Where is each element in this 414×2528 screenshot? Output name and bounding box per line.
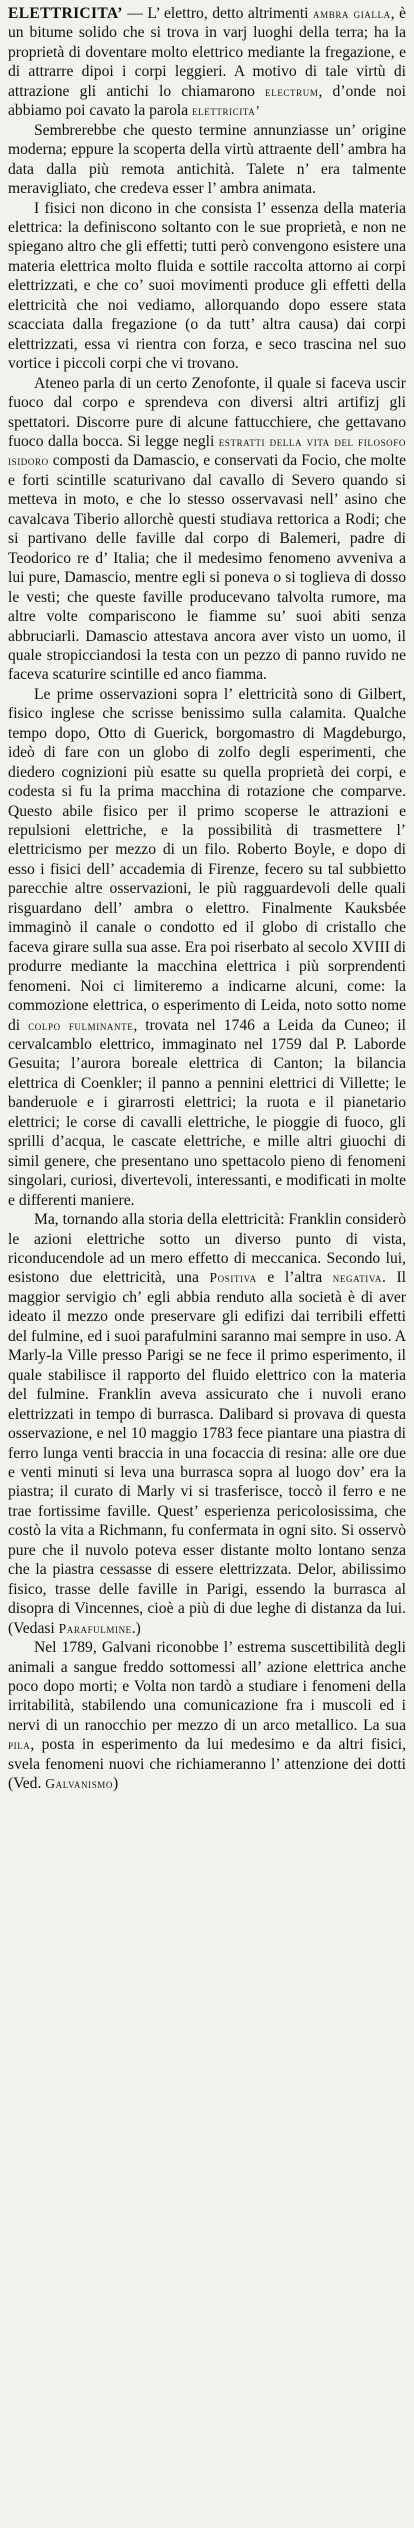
- text-run: . Il maggior servigio ch’ egli abbia renduto alla società è di aver ideato il mezzo onde preservare gli edifizi dai terribili effetti del fulmine, ed i suoi parafulmini saranno mai sempre in uso. A Marly-la Ville presso Parigi se ne fece il primo esperimento, il quale stabilisce il rapporto del fluido elettrico con la materia del fulmine. Franklin aveva assicurato che i nuvoli erano elettrizzati in tempo di burrasca. Dalibard si provava di questa osservazione, e nel 10 maggio 1783 fece piantare una piastra di ferro lunga venti braccia in una focaccia di resina: alle ore due e venti minuti si leva una burrasca sopra al luogo dov’ era la piastra; il curato di Marly vi si trasferisce, toccò il ferro e ne trae fortissime faville. Quest’ esperienza pericolosissima, che costò la vita a Richmann, fu confermata in ogni sito. Si osservò pure che il nuvolo poteva esser distante molto lontano senza che la piastra cessasse di essere elettrizzata. Delor, abilissimo fisico, trasse delle faville in Parigi, essendo la burrasca al disopra di Vincennes, cioè a più di due leghe di distanza da lui. (Vedasi: [8, 1269, 407, 1637]
- paragraph-gilbert: [8, 685, 406, 1210]
- text-run: e l’altra: [256, 1269, 333, 1287]
- paragraph-galvani: [8, 1638, 406, 1794]
- text-run: — L’ elettro, detto altrimenti: [122, 5, 314, 22]
- small-caps-term: Positiva: [209, 1270, 257, 1286]
- text-run: I fisici non dicono in che consista l’ essenza della materia elettrica: la definiscono soltanto con le sue proprietà, e non ne spiegano altro che gli effetti; tutti però convengono esistere una materia elettrica molto fluida e sottile raccolta attorno ai corpi elettrizzati, e che co’ suoi movimenti produce gli effetti della elettricità che noi vediamo, allorquando dopo essere stata scacciata dalla fregazione (o da tutt’ altra causa) dai corpi elettrizzati, essa vi rientra con forza, e seco trascina nel suo vortice i piccoli corpi che vi trovano.: [8, 199, 406, 373]
- text-run: , posta in esperimento da lui medesimo e da altri fisici, svela fenomeni nuovi che richiameranno l’ attenzione dei dotti (Ved.: [8, 1736, 406, 1793]
- text-run: composti da Damascio, e conservati da Focio, che molte e forti scintille scaturivano dal cavallo di Severo quando si metteva in moto, e che lo stesso osservavasi nell’ asino che cavalcava Tiberio allorchè questi studiava rettorica a Rodi; che si partivano delle faville dal corpo di Balemeri, padre di Teodorico re d’ Italia; che il medesimo fenomeno avveniva a lui pure, Damascio, mentre egli si poneva o si toglieva di dosso le vesti; che queste faville producevano talvolta rumore, ma altre volte compariscono le fiamme su’ suoi abiti senza abbruciarli. Damascio attestava ancora aver visto un uomo, il quale stropicciandosi la testa con un pezzo di panno ruvido ne faceva scaturire scintille ed anco fiamma.: [8, 452, 406, 684]
- small-caps-term: Parafulmine: [58, 1620, 132, 1636]
- small-caps-term: negativa: [332, 1270, 382, 1286]
- text-run: , è un bitume solido che si trova in varj luoghi della terra; ha la proprietà di doventare molto elettrico mediante la fregazione, e di attrarre dipoi i corpi leggieri. A motivo di tale virtù di attrazione gli antichi lo chiamarono: [8, 5, 406, 100]
- small-caps-term: electrum: [265, 83, 319, 99]
- paragraph-ateneo: [8, 374, 406, 685]
- text-run: Ma, tornando alla storia della elettricità: Franklin considerò le azioni elettriche sotto un diverso punto di vista, riconducendole ad un mero effetto di meccanica. Secondo lui, esistono due elettricità, una: [8, 1211, 406, 1287]
- small-caps-term: Galvanismo: [45, 1776, 114, 1792]
- entry-headword: ELETTRICITA’: [8, 5, 123, 22]
- small-caps-term: estratti della vita del filosofo isidoro: [8, 433, 406, 469]
- small-caps-term: ambra gialla: [313, 6, 391, 21]
- text-run: Nel 1789, Galvani riconobbe l’ estrema suscettibilità degli animali a sangue freddo sottomessi all’ azione elettrica anche poco dopo morti; e Volta non tardò a studiare i fenomeni della irritabilità, stabilendo una comunicazione fra i muscoli ed i nervi di un ranocchio per mezzo di un arco metallico. La sua: [8, 1639, 406, 1734]
- paragraph-physics: [8, 199, 406, 374]
- paragraph-franklin: [8, 1210, 406, 1638]
- small-caps-term: elettricita’: [192, 103, 261, 119]
- text-run: Le prime osservazioni sopra l’ elettricità sono di Gilbert, fisico inglese che scrisse benissimo sulla calamita. Qualche tempo dopo, Otto di Guerick, borgomastro di Magdeburgo, ideò di fare con un globo di zolfo degli esperimenti, che diedero cognizioni più esatte su quella proprietà dei corpi, e codesta si fu la prima macchina di rotazione che comparve. Questo abile fisico per il primo scoperse le attrazioni e repulsioni elettriche, e la possibilità di trasmettere l’ elettricismo per mezzo di un filo. Roberto Boyle, e dopo di esso i fisici dell’ accademia di Firenze, fecero su tal subbietto parecchie altre osservazioni, le più ragguardevoli delle quali risguardano dell’ ambra o elettro. Finalmente Kauksbée immaginò il canale o condotto ed il globo di cristallo che faceva girare sulla sua asse. Era poi riserbato al secolo XVIII di produrre mediante la macchina elettrica i più sorprendenti fenomeni. Noi ci limiteremo a indicarne alcuni, come: la commozione elettrica, o esperimento di Leida, noto sotto nome di: [8, 685, 406, 1034]
- text-run: .): [131, 1619, 141, 1637]
- text-run: ): [113, 1775, 119, 1793]
- text-run: , trovata nel 1746 a Leida da Cuneo; il cervalcamblo elettrico, immaginato nel 1759 dal P. Laborde Gesuita; l’aurora boreale elettrica di Canton; la bilancia elettrica di Coenkler; il panno a pennini elettrici di Villette; le banderuole e i girarrosti elettrici; la ruota e il pianetario elettrici; le corse di cavalli elettriche, le pioggie di fuoco, gli sprilli d’acqua, le cascate elettriche, e mille altri giuochi di simil genere, che presentano uno spettacolo pieno di fenomeni singolari, curiosi, divertevoli, interessanti, e modificati in molte e differenti maniere.: [8, 1016, 407, 1209]
- paragraph-antiquity: [8, 121, 406, 199]
- paragraph-definition: [8, 4, 406, 121]
- text-run: Sembrerebbe che questo termine annunziasse un’ origine moderna; eppure la scoperta della virtù attraente dell’ ambra ha data dalla più remota antichità. Talete n’ era talmente meravigliato, che credeva esser l’ ambra animata.: [8, 121, 406, 198]
- text-run: Ateneo parla di un certo Zenofonte, il quale si faceva uscir fuoco dal corpo e sprendeva con diversi altri artifizj gli spettatori. Discorre pure di alcune fattucchiere, che gettavano fuoco dalla bocca. Si legge negli: [8, 374, 406, 450]
- text-run: , d’onde noi abbiamo poi cavato la parola: [8, 82, 406, 120]
- small-caps-term: pila: [8, 1737, 31, 1753]
- small-caps-term: colpo fulminante: [28, 1017, 134, 1033]
- article-elettricita: [8, 4, 406, 1794]
